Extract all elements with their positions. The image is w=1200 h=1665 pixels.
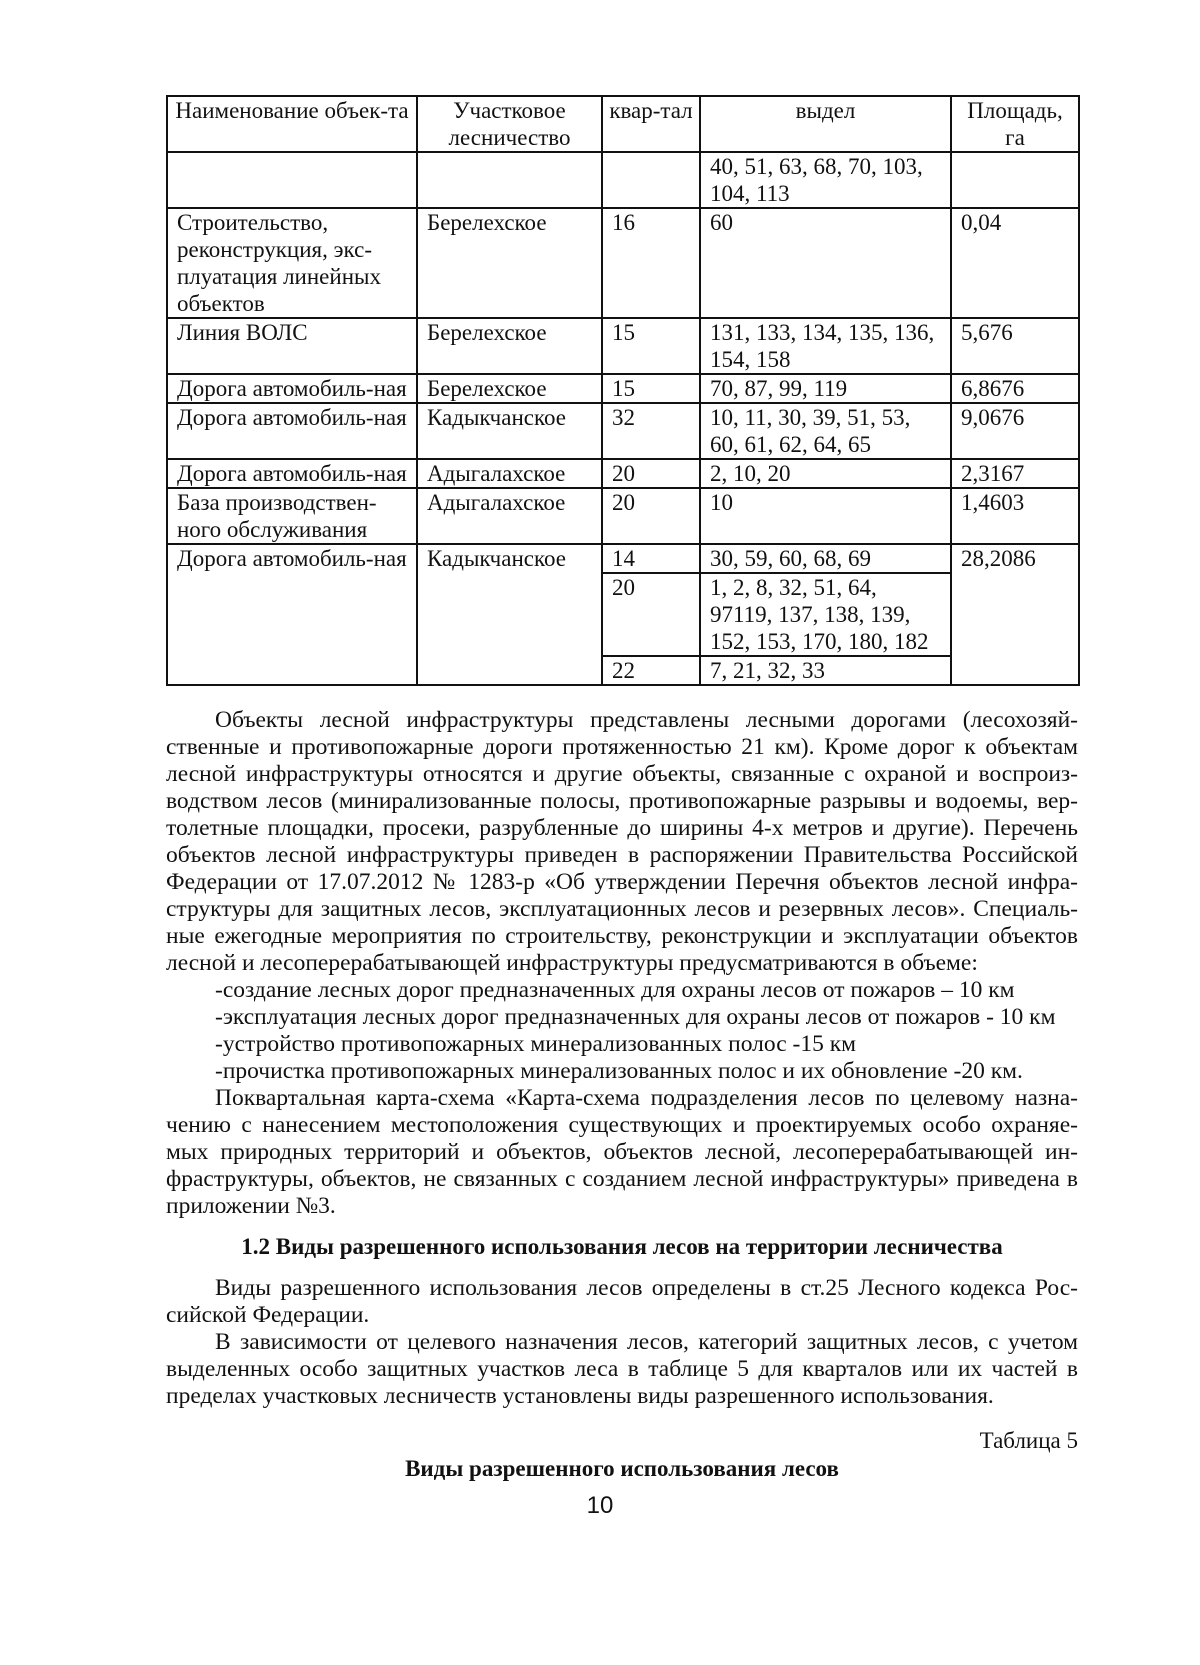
table-row <box>167 208 1079 318</box>
section-text <box>166 1275 1078 1410</box>
cell-name: Дорога автомобиль-ная <box>167 459 417 488</box>
list-item: -устройство противопожарных минерализованных полос -15 км <box>215 1031 857 1057</box>
cell-name: Дорога автомобиль-ная <box>167 374 417 403</box>
cell-quarter: 20 <box>602 459 700 488</box>
section-heading: 1.2 Виды разрешенного использования лесов на территории лесничества <box>241 1234 1003 1259</box>
cell-quarter: 14 <box>602 544 700 573</box>
table-row <box>167 152 1079 208</box>
cell-quarter <box>602 152 700 208</box>
cell-allotment: 60 <box>700 208 951 318</box>
page-number: 10 <box>586 1492 614 1519</box>
header-allotment: выдел <box>700 96 951 152</box>
list-item: -прочистка противопожарных минерализованных полос и их обновление -20 км. <box>215 1058 1023 1084</box>
cell-forestry: Берелехское <box>417 208 602 318</box>
cell-forestry: Адыгалахское <box>417 459 602 488</box>
table-row <box>167 544 1079 573</box>
paragraph: Объекты лесной инфраструктуры представлены лесными дорогами (лесохозяй-ственные и противопожарные дороги протяженностью 21 км). Кроме дорог к объектам лесной инфраструктуры относятся и другие объекты, связанные с охраной и воспроиз-водством лесов (минирализованные полосы, противопожарные разрывы и водоемы, вер-толетные площадки, просеки, разрубленные до ширины 4-х метров и другие). Перечень объектов лесной инфраструктуры приведен в распоряжении Правительства Российской Федерации от 17.07.2012 № 1283-р «Об утверждении Перечня объектов лесной инфра-структуры для защитных лесов, эксплуатационных лесов и резервных лесов». Специаль-ные ежегодные мероприятия по строительству, реконструкции и эксплуатации объектов лесной и лесоперерабатывающей инфраструктуры предусматриваются в объеме: <box>166 707 1078 976</box>
cell-quarter: 15 <box>602 318 700 374</box>
cell-forestry: Берелехское <box>417 374 602 403</box>
cell-forestry: Кадыкчанское <box>417 403 602 459</box>
list-item: -эксплуатация лесных дорог предназначенных для охраны лесов от пожаров - 10 км <box>215 1004 1056 1030</box>
cell-allotment: 30, 59, 60, 68, 69 <box>700 544 951 573</box>
table-row <box>167 488 1079 544</box>
cell-allotment: 10, 11, 30, 39, 51, 53, 60, 61, 62, 64, 65 <box>700 403 951 459</box>
cell-name <box>167 152 417 208</box>
table-row <box>167 403 1079 459</box>
table-label: Таблица 5 <box>979 1428 1078 1453</box>
infrastructure-table <box>166 95 1080 686</box>
cell-area: 1,4603 <box>951 488 1079 544</box>
table-row <box>167 374 1079 403</box>
cell-name: Дорога автомобиль-ная <box>167 544 417 685</box>
cell-forestry: Берелехское <box>417 318 602 374</box>
list-item: -создание лесных дорог предназначенных для охраны лесов от пожаров – 10 км <box>215 977 1015 1003</box>
header-area: Площадь, га <box>951 96 1079 152</box>
cell-forestry: Кадыкчанское <box>417 544 602 685</box>
header-forestry: Участковое лесничество <box>417 96 602 152</box>
cell-name: База производствен-ного обслуживания <box>167 488 417 544</box>
paragraph: В зависимости от целевого назначения лесов, категорий защитных лесов, с учетом выделенных особо защитных участков леса в таблице 5 для кварталов или их частей в пределах участковых лесничеств установлены виды разрешенного использования. <box>166 1329 1078 1409</box>
cell-allotment: 10 <box>700 488 951 544</box>
cell-area: 0,04 <box>951 208 1079 318</box>
cell-area: 28,2086 <box>951 544 1079 685</box>
cell-forestry: Адыгалахское <box>417 488 602 544</box>
cell-allotment: 131, 133, 134, 135, 136, 154, 158 <box>700 318 951 374</box>
cell-forestry <box>417 152 602 208</box>
cell-name: Строительство, реконструкция, экс-плуатация линейных объектов <box>167 208 417 318</box>
cell-area: 6,8676 <box>951 374 1079 403</box>
cell-area: 2,3167 <box>951 459 1079 488</box>
cell-allotment: 2, 10, 20 <box>700 459 951 488</box>
paragraph: Виды разрешенного использования лесов определены в ст.25 Лесного кодекса Рос-сийской Федерации. <box>166 1275 1078 1328</box>
cell-name: Линия ВОЛС <box>167 318 417 374</box>
table-row <box>167 459 1079 488</box>
table-row <box>167 318 1079 374</box>
cell-area: 5,676 <box>951 318 1079 374</box>
cell-quarter: 32 <box>602 403 700 459</box>
cell-quarter: 16 <box>602 208 700 318</box>
cell-allotment: 1, 2, 8, 32, 51, 64, 97119, 137, 138, 139, 152, 153, 170, 180, 182 <box>700 573 951 656</box>
cell-quarter: 15 <box>602 374 700 403</box>
cell-name: Дорога автомобиль-ная <box>167 403 417 459</box>
cell-allotment: 40, 51, 63, 68, 70, 103, 104, 113 <box>700 152 951 208</box>
infrastructure-text <box>166 707 1078 1220</box>
table-header-row <box>167 96 1079 152</box>
paragraph: Поквартальная карта-схема «Карта-схема подразделения лесов по целевому назна-чению с нанесением местоположения существующих и проектируемых особо охраняе-мых природных территорий и объектов, объектов лесной, лесоперерабатывающей ин-фраструктуры, объектов, не связанных с созданием лесной инфраструктуры» приведена в приложении №3. <box>166 1085 1078 1219</box>
cell-allotment: 70, 87, 99, 119 <box>700 374 951 403</box>
cell-allotment: 7, 21, 32, 33 <box>700 656 951 685</box>
cell-quarter: 22 <box>602 656 700 685</box>
cell-quarter: 20 <box>602 488 700 544</box>
cell-area <box>951 152 1079 208</box>
header-name: Наименование объек-та <box>167 96 417 152</box>
cell-area: 9,0676 <box>951 403 1079 459</box>
header-quarter: квар-тал <box>602 96 700 152</box>
cell-quarter: 20 <box>602 573 700 656</box>
table-title: Виды разрешенного использования лесов <box>405 1456 839 1481</box>
